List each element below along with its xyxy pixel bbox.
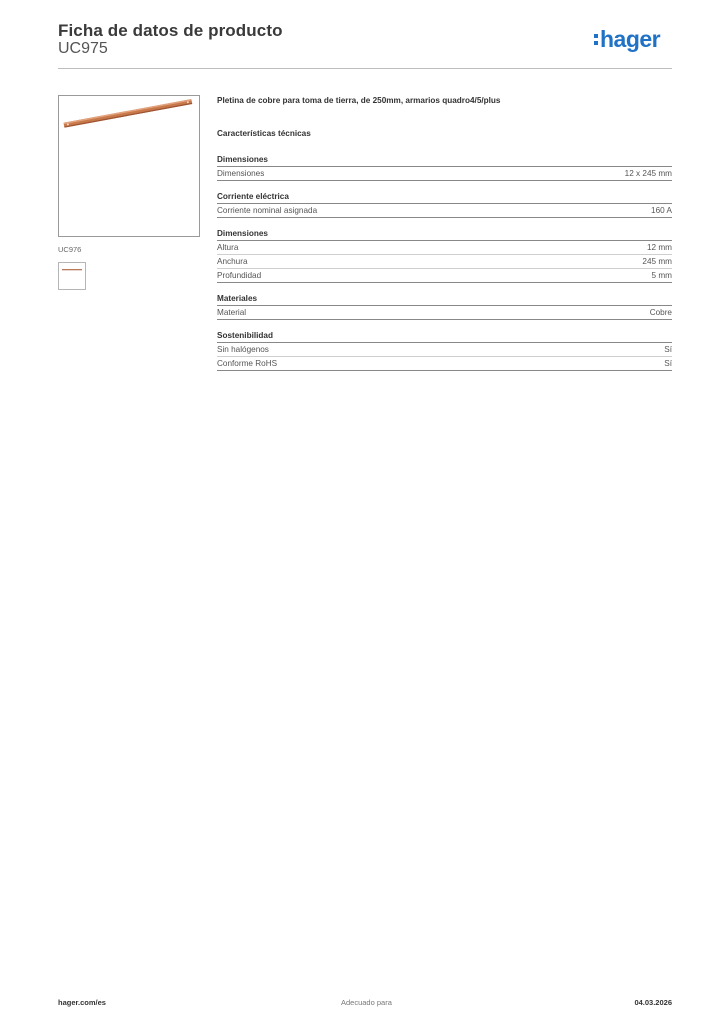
product-main-image bbox=[58, 95, 200, 237]
spec-value: 245 mm bbox=[642, 257, 672, 266]
header-rule bbox=[58, 68, 672, 69]
product-details bbox=[217, 96, 672, 382]
logo-text: hager bbox=[600, 26, 661, 52]
product-description: Pletina de cobre para toma de tierra, de 250mm, armarios quadro4/5/plus bbox=[217, 96, 501, 105]
spec-value: 12 x 245 mm bbox=[624, 169, 672, 178]
spec-row bbox=[217, 269, 672, 283]
spec-label: Sin halógenos bbox=[217, 345, 269, 354]
related-product-code: UC976 bbox=[58, 245, 82, 254]
section-title: Corriente eléctrica bbox=[217, 192, 672, 204]
section-dimensiones-detalle bbox=[217, 229, 672, 283]
spec-label: Anchura bbox=[217, 257, 248, 266]
spec-value: Cobre bbox=[649, 308, 672, 317]
copper-bar-icon bbox=[59, 96, 199, 236]
product-code: UC975 bbox=[58, 40, 108, 57]
spec-row bbox=[217, 357, 672, 371]
section-corriente-electrica bbox=[217, 192, 672, 218]
spec-label: Corriente nominal asignada bbox=[217, 206, 318, 215]
technical-characteristics-title: Características técnicas bbox=[217, 129, 311, 138]
section-materiales bbox=[217, 294, 672, 320]
section-title: Dimensiones bbox=[217, 155, 672, 167]
spec-value: Sí bbox=[664, 359, 672, 368]
footer-date: 04.03.2026 bbox=[634, 998, 672, 1007]
spec-value: Sí bbox=[664, 345, 672, 354]
footer-url[interactable]: hager.com/es bbox=[58, 998, 106, 1007]
spec-label: Material bbox=[217, 308, 247, 317]
section-title: Sostenibilidad bbox=[217, 331, 672, 343]
spec-value: 5 mm bbox=[651, 271, 672, 280]
spec-row bbox=[217, 241, 672, 255]
section-title: Materiales bbox=[217, 294, 672, 306]
spec-row bbox=[217, 343, 672, 357]
section-sostenibilidad bbox=[217, 331, 672, 371]
logo-dots-icon bbox=[594, 32, 599, 46]
spec-label: Profundidad bbox=[217, 271, 262, 280]
spec-label: Conforme RoHS bbox=[217, 359, 278, 368]
section-title: Dimensiones bbox=[217, 229, 672, 241]
spec-value: 160 A bbox=[651, 206, 672, 215]
spec-row bbox=[217, 306, 672, 320]
hager-logo bbox=[594, 28, 660, 51]
related-product-thumbnail[interactable] bbox=[58, 262, 86, 290]
spec-value: 12 mm bbox=[646, 243, 672, 252]
spec-row bbox=[217, 255, 672, 269]
section-dimensiones bbox=[217, 155, 672, 181]
spec-row bbox=[217, 167, 672, 181]
spec-label: Altura bbox=[217, 243, 239, 252]
page-title: Ficha de datos de producto bbox=[58, 21, 283, 40]
spec-row bbox=[217, 204, 672, 218]
spec-label: Dimensiones bbox=[217, 169, 265, 178]
copper-bar-thumb-icon bbox=[59, 263, 85, 289]
footer-suitable-for: Adecuado para bbox=[341, 998, 392, 1007]
